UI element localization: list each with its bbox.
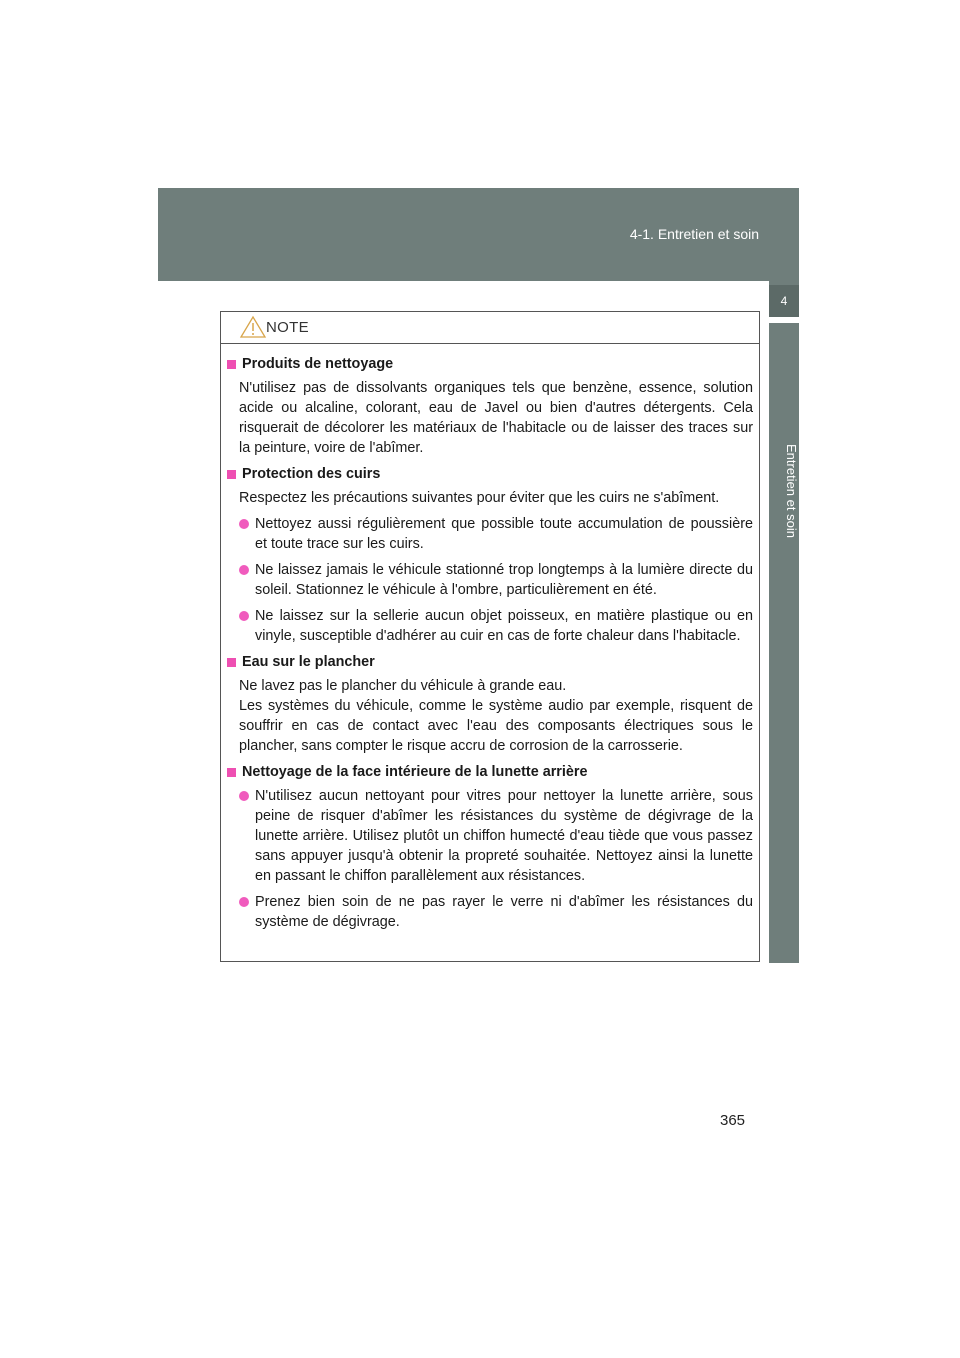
paragraph: Les systèmes du véhicule, comme le système audio par exemple, risquent de souffrir en cas de contact avec l'eau des composants électriques sous le plancher, sans compter le risque accru de corrosion de la carrosserie. xyxy=(239,698,753,754)
side-tab-divider xyxy=(769,317,799,323)
paragraph: Respectez les précautions suivantes pour éviter que les cuirs ne s'abîment. xyxy=(239,490,720,506)
list-item-text: Ne laissez sur la sellerie aucun objet poisseux, en matière plastique ou en vinyle, susceptible d'adhérer au cuir en cas de forte chaleur dans l'habitacle. xyxy=(255,608,753,644)
list-item xyxy=(227,892,753,932)
section-title-text: Produits de nettoyage xyxy=(242,356,394,372)
header-band xyxy=(158,188,799,281)
circle-bullet-icon xyxy=(239,611,249,621)
square-bullet-icon xyxy=(227,658,236,667)
section-eau-plancher xyxy=(227,652,753,756)
paragraph: Ne lavez pas le plancher du véhicule à grande eau. xyxy=(239,678,567,694)
page-number: 365 xyxy=(720,1112,746,1129)
circle-bullet-icon xyxy=(239,565,249,575)
circle-bullet-icon xyxy=(239,791,249,801)
section-title xyxy=(227,762,753,782)
list-item xyxy=(227,606,753,646)
section-title xyxy=(227,354,753,374)
square-bullet-icon xyxy=(227,360,236,369)
circle-bullet-icon xyxy=(239,897,249,907)
paragraph: N'utilisez pas de dissolvants organiques tels que benzène, essence, solution acide ou alcaline, colorant, eau de Javel ou bien d'autres détergents. Cela risquerait de décolorer les matériaux de l'habitacle ou de laisser des traces sur la peinture, voire de l'abîmer. xyxy=(239,380,753,456)
list-item-text: Prenez bien soin de ne pas rayer le verre ni d'abîmer les résistances du système de dégivrage. xyxy=(255,894,753,930)
chapter-side-tab xyxy=(769,281,799,963)
list-item xyxy=(227,514,753,554)
list-item-text: Ne laissez jamais le véhicule stationné trop longtemps à la lumière directe du soleil. Stationnez le véhicule à l'ombre, particulièrement en été. xyxy=(255,562,753,598)
list-item xyxy=(227,560,753,600)
section-title-text: Protection des cuirs xyxy=(242,466,381,482)
note-body xyxy=(221,344,759,932)
square-bullet-icon xyxy=(227,470,236,479)
list-item xyxy=(227,786,753,886)
section-title-text: Nettoyage de la face intérieure de la lunette arrière xyxy=(242,764,588,780)
circle-bullet-icon xyxy=(239,519,249,529)
note-header xyxy=(221,312,759,344)
note-label: NOTE xyxy=(266,319,309,336)
list-item-text: N'utilisez aucun nettoyant pour vitres pour nettoyer la lunette arrière, sous peine de risquer d'abîmer les résistances du système de dégivrage de la lunette arrière. Utilisez plutôt un chiffon humecté d'eau tiède que vous passez sans appuyer jusqu'à obtenir la propreté souhaitée. Nettoyez ainsi la lunette en passant le chiffon parallèlement aux résistances. xyxy=(255,788,753,884)
list-item-text: Nettoyez aussi régulièrement que possible toute accumulation de poussière et toute trace sur les cuirs. xyxy=(255,516,753,552)
section-title-text: Eau sur le plancher xyxy=(242,654,375,670)
chapter-label: Entretien et soin xyxy=(784,444,799,538)
section-title xyxy=(227,652,753,672)
section-protection-cuirs xyxy=(227,464,753,646)
warning-triangle-icon xyxy=(239,315,267,339)
section-title: 4-1. Entretien et soin xyxy=(629,226,759,242)
square-bullet-icon xyxy=(227,768,236,777)
section-lunette-arriere xyxy=(227,762,753,932)
section-produits-nettoyage xyxy=(227,354,753,458)
note-box xyxy=(220,311,760,962)
section-title xyxy=(227,464,753,484)
chapter-number: 4 xyxy=(769,285,799,317)
